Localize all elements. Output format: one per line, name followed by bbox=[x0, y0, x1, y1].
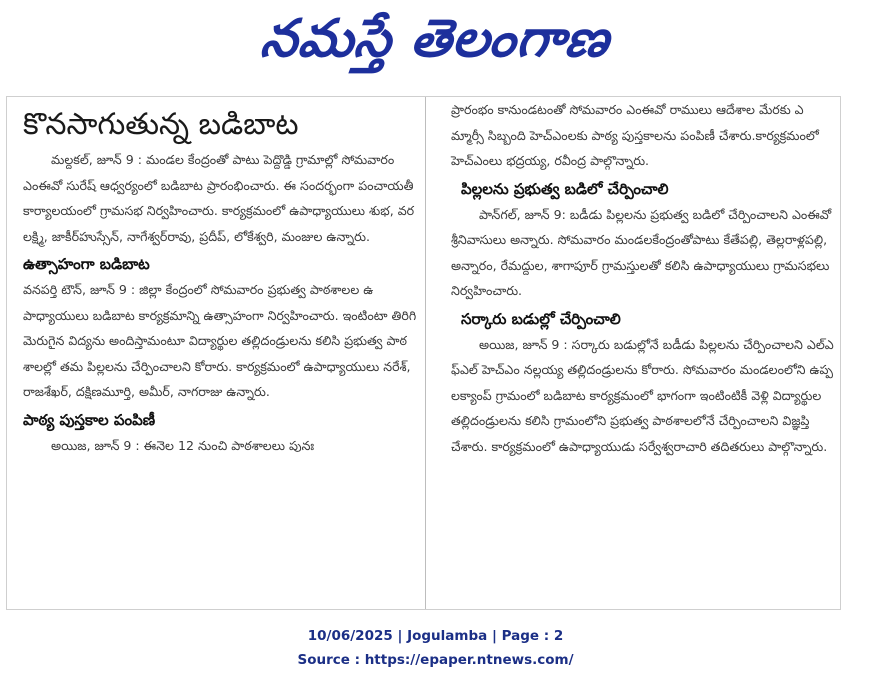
article-headline: కొనసాగుతున్న బడిబాట bbox=[23, 107, 299, 142]
section-subheading: పాఠ్య పుస్తకాల పంపిణీ bbox=[23, 410, 156, 429]
section-subheading: పిల్లలను ప్రభుత్వ బడిలో చేర్పించాలి bbox=[461, 179, 669, 198]
article-paragraph: మల్దకల్, జూన్ 9 : మండల కేంద్రంతో పాటు పెద్దొడ్డి గ్రామాల్లో సోమవారం ఎంఈవో సురేష్ ఆధ్వర్యంలో బడిబాట ప్రారంభించారు. ఈ సందర్భంగా పంచాయతీ కార్యాలయంలో గ్రామసభ నిర్వహించారు. కార్యక్రమంలో ఉపాధ్యాయులు శుభ, వరలక్ష్మి, జాకీర్‌హుస్సేన్, నాగేశ్వర్‌రావు, ప్రదీప్, లోకేశ్వరి, మంజుల ఉన్నారు. bbox=[23, 152, 415, 244]
section-subheading: సర్కారు బడుల్లో చేర్పించాలి bbox=[461, 309, 621, 328]
column-divider bbox=[425, 97, 426, 609]
left-column bbox=[7, 97, 425, 609]
news-clipping bbox=[6, 96, 841, 610]
footer-source: Source : https://epaper.ntnews.com/ bbox=[297, 652, 574, 668]
section-subheading: ఉత్సాహంగా బడిబాట bbox=[23, 255, 150, 273]
article-paragraph: అయిజ, జూన్ 9 : ఈనెల 12 నుంచి పాఠశాలలు పునః bbox=[51, 437, 315, 453]
page-footer bbox=[0, 624, 871, 672]
footer-date-edition: 10/06/2025 | Jogulamba | Page : 2 bbox=[307, 628, 564, 644]
article-paragraph: ప్రారంభం కానుండటంతో సోమవారం ఎంఈవో రాములు ఆదేశాల మేరకు ఎమ్మార్సీ సిబ్బంది హెచ్‌ఎంలకు పాఠ్య పుస్తకాలను పంపిణీ చేశారు.కార్యక్రమంలో హెచ్‌ఎంలు భద్రయ్య, రవీంద్ర పాల్గొన్నారు. bbox=[451, 102, 819, 168]
right-column bbox=[427, 97, 840, 609]
masthead bbox=[0, 0, 871, 80]
article-paragraph: వనపర్తి టౌన్, జూన్ 9 : జిల్లా కేంద్రంలో సోమవారం ప్రభుత్వ పాఠశాలల ఉపాధ్యాయులు బడిబాట కార్యక్రమాన్ని ఉత్సాహంగా నిర్వహించారు. ఇంటింటా తిరిగి మెరుగైన విద్యను అందిస్తామంటూ విద్యార్థుల తల్లిదండ్రులను కలిసి ప్రభుత్వ పాఠశాలల్లో తమ పిల్లలను చేర్పించాలని కోరారు. కార్యక్రమంలో ఉపాధ్యాయులు నరేశ్, రాజశేఖర్, దక్షిణమూర్తి, అమీర్, నాగరాజు ఉన్నారు. bbox=[23, 282, 417, 399]
article-paragraph: పాన్‌గల్, జూన్ 9: బడీడు పిల్లలను ప్రభుత్వ బడిలో చేర్పించాలని ఎంఈవో శ్రీనివాసులు అన్నారు. సోమవారం మండలకేంద్రంతోపాటు కేతేపల్లి, తెల్లరాళ్లపల్లి, అన్నారం, రేమద్దుల, శాగాపూర్ గ్రామస్తులతో కలిసి ఉపాధ్యాయులు గ్రామసభలు నిర్వహించారు. bbox=[451, 206, 832, 298]
article-paragraph: అయిజ, జూన్ 9 : సర్కారు బడుల్లోనే బడీడు పిల్లలను చేర్పించాలని ఎల్‌ఎఫ్‌ఎల్ హెచ్‌ఎం నల్లయ్య తల్లిదండ్రులను కోరారు. సోమవారం మండలంలోని ఉప్పలక్యాంప్ గ్రామంలో బడిబాట కార్యక్రమంలో భాగంగా ఇంటింటికీ వెళ్లి విద్యార్థుల తల్లిదండ్రులను కలిసి గ్రామంలోని ప్రభుత్వ పాఠశాలలోనే చేర్పించాలని విజ్ఞప్తి చేశారు. కార్యక్రమంలో ఉపాధ్యాయుడు సర్వేశ్వరాచారి తదితరులు పాల్గొన్నారు. bbox=[451, 336, 834, 454]
masthead-logo: నమస్తే తెలంగాణ bbox=[258, 9, 613, 69]
